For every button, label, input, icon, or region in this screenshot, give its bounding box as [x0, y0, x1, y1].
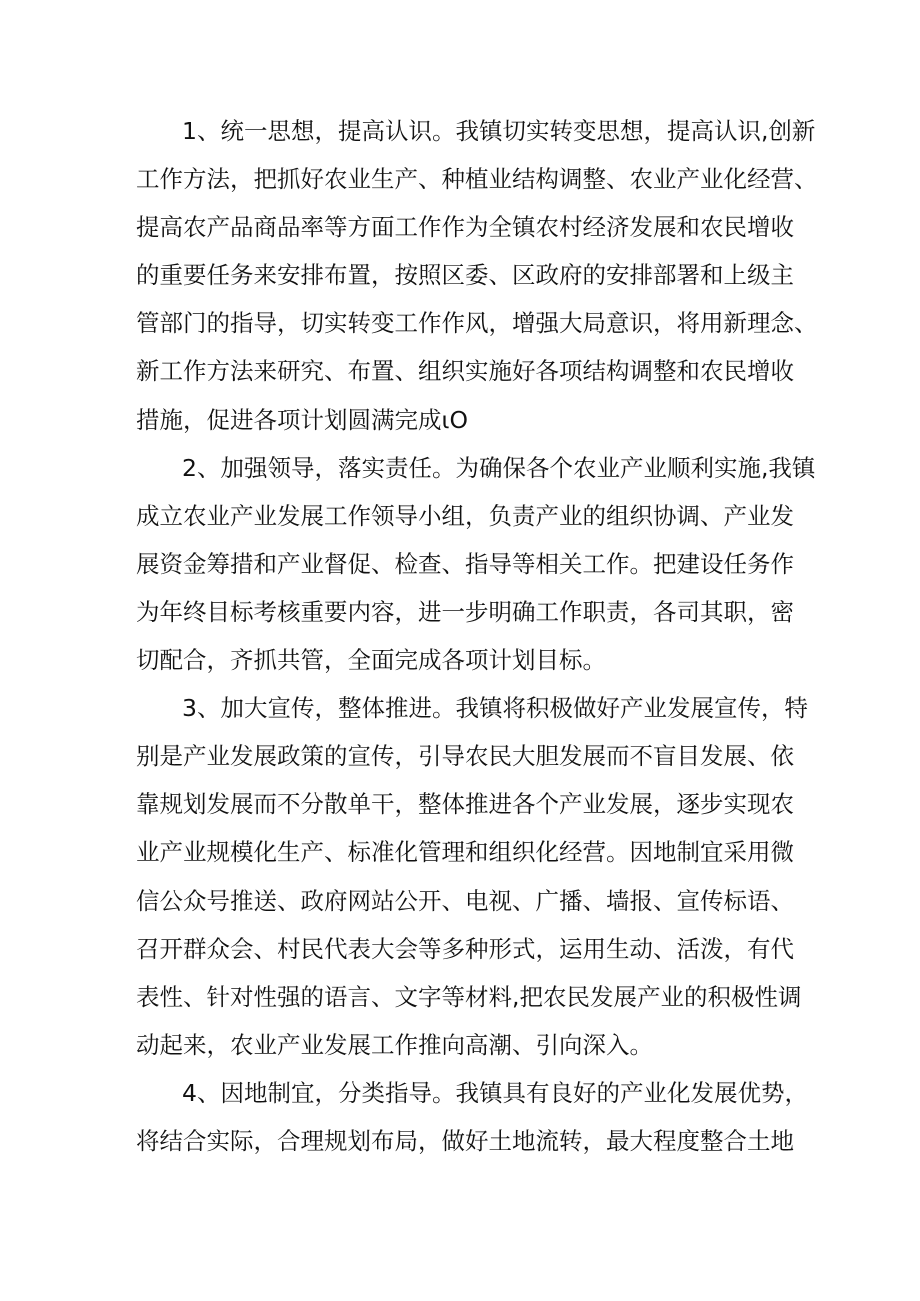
- paragraph-line: 动起来，农业产业发展工作推向高潮、引向深入。: [136, 1030, 653, 1059]
- paragraph-line: 别是产业发展政策的宣传，引导农民大胆发展而不盲目发展、依: [136, 742, 794, 771]
- paragraph-line: 2、加强领导，落实责任。为确保各个农业产业顺利实施,我镇: [182, 453, 816, 482]
- paragraph-line: 展资金筹措和产业督促、检查、指导等相关工作。把建设任务作: [136, 549, 794, 578]
- paragraph-line: 成立农业产业发展工作领导小组，负责产业的组织协调、产业发: [136, 501, 794, 530]
- paragraph-line: 1、统一思想，提高认识。我镇切实转变思想，提高认识,创新: [182, 117, 816, 145]
- paragraph-line: 新工作方法来研究、布置、组织实施好各项结构调整和农民增收: [136, 357, 794, 386]
- paragraph-line: 业产业规模化生产、标准化管理和组织化经营。因地制宜采用微: [136, 838, 794, 867]
- paragraph-line: 信公众号推送、政府网站公开、电视、广播、墙报、宣传标语、: [136, 886, 794, 915]
- paragraph-line: 管部门的指导，切实转变工作作风，增强大局意识，将用新理念、: [136, 309, 818, 338]
- paragraph-line: 3、加大宣传，整体推进。我镇将积极做好产业发展宣传，特: [182, 694, 808, 723]
- paragraph-line: 工作方法，把抓好农业生产、种植业结构调整、农业产业化经营、: [136, 165, 818, 194]
- paragraph-line: 提高农产品商品率等方面工作作为全镇农村经济发展和农民增收: [136, 213, 794, 242]
- paragraph-line: 的重要任务来安排布置，按照区委、区政府的安排部署和上级主: [136, 261, 794, 290]
- paragraph-line: 切配合，齐抓共管，全面完成各项计划目标。: [136, 646, 606, 675]
- paragraph-line: 靠规划发展而不分散单干，整体推进各个产业发展，逐步实现农: [136, 790, 794, 819]
- paragraph-line: 召开群众会、村民代表大会等多种形式，运用生动、活泼，有代: [136, 934, 794, 963]
- paragraph-line: 表性、针对性强的语言、文字等材料,把农民发展产业的积极性调: [136, 982, 802, 1011]
- paragraph-line: 4、因地制宜，分类指导。我镇具有良好的产业化发展优势，: [182, 1078, 808, 1107]
- paragraph-line: 措施，促进各项计划圆满完成ιO: [136, 405, 468, 434]
- paragraph-line: 为年终目标考核重要内容，进一步明确工作职责，各司其职，密: [136, 597, 794, 626]
- document-body: [136, 107, 818, 1165]
- paragraph-line: 将结合实际，合理规划布局，做好土地流转，最大程度整合土地: [136, 1126, 794, 1155]
